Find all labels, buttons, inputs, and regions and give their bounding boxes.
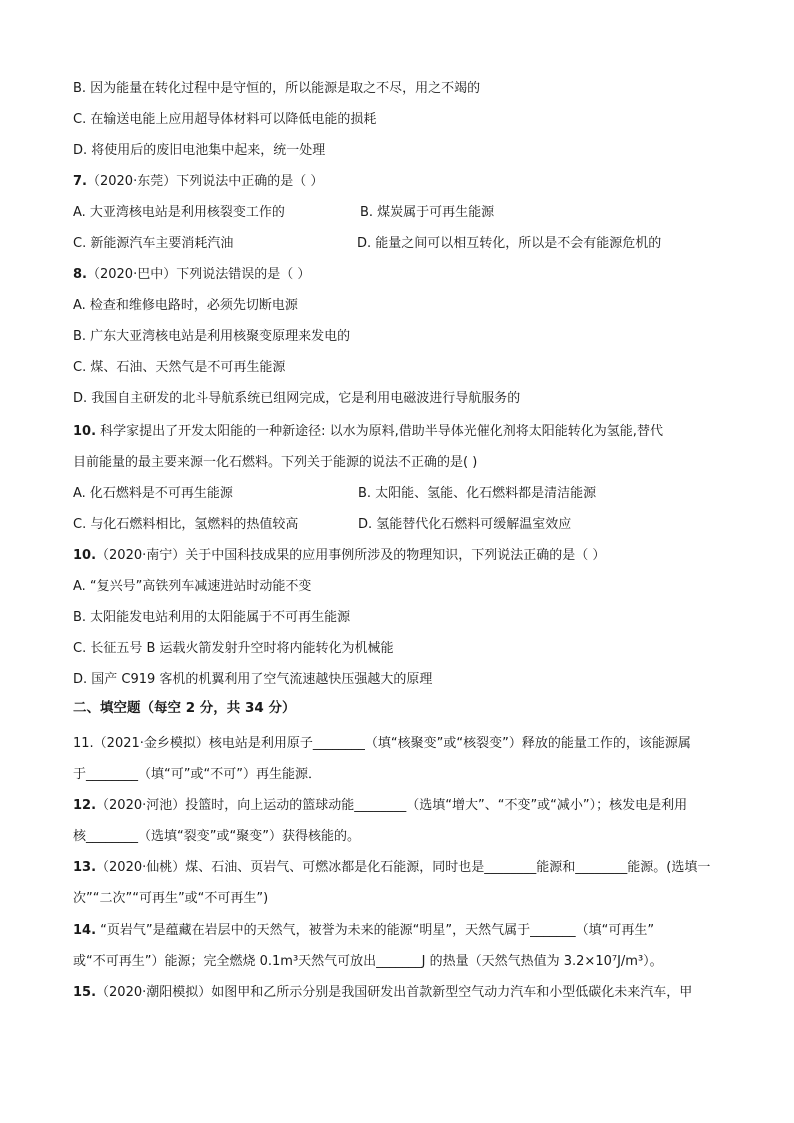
question-12: [73, 796, 744, 816]
question-7: [73, 172, 744, 192]
option-b: B. 太阳能发电站利用的太阳能属于不可再生能源: [73, 610, 351, 625]
question-number: 10.: [73, 548, 97, 563]
option-d-battery-disposal: D. 将使用后的废旧电池集中起来，统一处理: [73, 143, 326, 158]
question-12-line2: 核________（选填“裂变”或“聚变”）获得核能的。: [73, 829, 360, 844]
option-b: B. 太阳能、氢能、化石燃料都是清洁能源: [358, 486, 597, 501]
question-number: 7.: [73, 174, 87, 189]
question-13-line2: 次”“二次”“可再生”或“不可再生”): [73, 891, 269, 906]
question-stem: （2020·潮阳模拟）如图甲和乙所示分别是我国研发出首款新型空气动力汽车和小型低碳化未来汽车，甲: [96, 985, 693, 1000]
question-7-options-cd: [73, 234, 744, 254]
question-stem: 科学家提出了开发太阳能的一种新途径: 以水为原料,借助半导体光催化剂将太阳能转化为氢能,替代: [96, 424, 663, 439]
question-number: 14.: [73, 923, 97, 938]
question-number: 8.: [73, 267, 87, 282]
option-c-superconductor: C. 在输送电能上应用超导体材料可以降低电能的损耗: [73, 112, 377, 127]
option-c: C. 新能源汽车主要消耗汽油: [73, 236, 234, 251]
question-stem-continued: 目前能量的最主要来源一化石燃料。下列关于能源的说法不正确的是( ): [73, 455, 478, 470]
question-15: [73, 983, 744, 1003]
section-heading-fill-in: 二、填空题（每空 2 分，共 34 分）: [73, 700, 296, 716]
question-11-line2: 于________（填“可”或“不可”）再生能源．: [73, 767, 321, 782]
question-number: 10.: [73, 424, 97, 439]
option-a: A. 化石燃料是不可再生能源: [73, 486, 233, 501]
question-stem: （2020·仙桃）煤、石油、页岩气、可燃冰都是化石能源，同时也是________能源和________能源。(选填一: [96, 860, 711, 875]
option-c: C. 长征五号 B 运载火箭发射升空时将内能转化为机械能: [73, 641, 394, 656]
question-number: 13.: [73, 860, 97, 875]
question-stem: （2020·南宁）关于中国科技成果的应用事例所涉及的物理知识，下列说法正确的是（ ）: [96, 548, 606, 563]
question-14-line2: 或“不可再生”）能源；完全燃烧 0.1m³天然气可放出_______J 的热量（天然气热值为 3.2×10⁷J/m³）。: [73, 954, 663, 969]
option-b-energy-conservation: B. 因为能量在转化过程中是守恒的，所以能源是取之不尽，用之不竭的: [73, 81, 481, 96]
question-number: 12.: [73, 798, 97, 813]
question-7-options-ab: [73, 203, 744, 223]
question-stem: （2020·巴中）下列说法错误的是（ ）: [86, 267, 311, 282]
option-d: D. 国产 C919 客机的机翼利用了空气流速越快压强越大的原理: [73, 672, 433, 687]
question-10-nanning: [73, 546, 744, 566]
option-b: B. 广东大亚湾核电站是利用核聚变原理来发电的: [73, 329, 351, 344]
option-a: A. “复兴号”高铁列车减速进站时动能不变: [73, 579, 312, 594]
option-c: C. 煤、石油、天然气是不可再生能源: [73, 360, 286, 375]
option-c: C. 与化石燃料相比，氢燃料的热值较高: [73, 517, 299, 532]
option-d: D. 我国自主研发的北斗导航系统已组网完成，它是利用电磁波进行导航服务的: [73, 391, 521, 406]
question-10-solar-options-ab: [73, 484, 744, 504]
question-stem: （2020·河池）投篮时，向上运动的篮球动能________（选填“增大”、“不变”或“减小”）；核发电是利用: [96, 798, 688, 813]
option-d: D. 能量之间可以相互转化，所以是不会有能源危机的: [357, 236, 662, 251]
option-a: A. 检查和维修电路时，必须先切断电源: [73, 298, 298, 313]
question-number: 15.: [73, 985, 97, 1000]
question-10-solar-options-cd: [73, 515, 744, 535]
question-10-solar: [73, 422, 744, 442]
option-a: A. 大亚湾核电站是利用核裂变工作的: [73, 205, 285, 220]
question-8: [73, 265, 744, 285]
option-d: D. 氢能替代化石燃料可缓解温室效应: [358, 517, 572, 532]
question-11-line1: 11.（2021·金乡模拟）核电站是利用原子________（填“核聚变”或“核裂变”）释放的能量工作的，该能源属: [73, 736, 691, 751]
question-stem: （2020·东莞）下列说法中正确的是（ ）: [86, 174, 324, 189]
option-b: B. 煤炭属于可再生能源: [360, 205, 495, 220]
question-14: [73, 921, 744, 941]
question-13: [73, 858, 744, 878]
question-stem: “页岩气”是蕴藏在岩层中的天然气，被誉为未来的能源“明星”，天然气属于_______（填“可再生”: [96, 923, 655, 938]
